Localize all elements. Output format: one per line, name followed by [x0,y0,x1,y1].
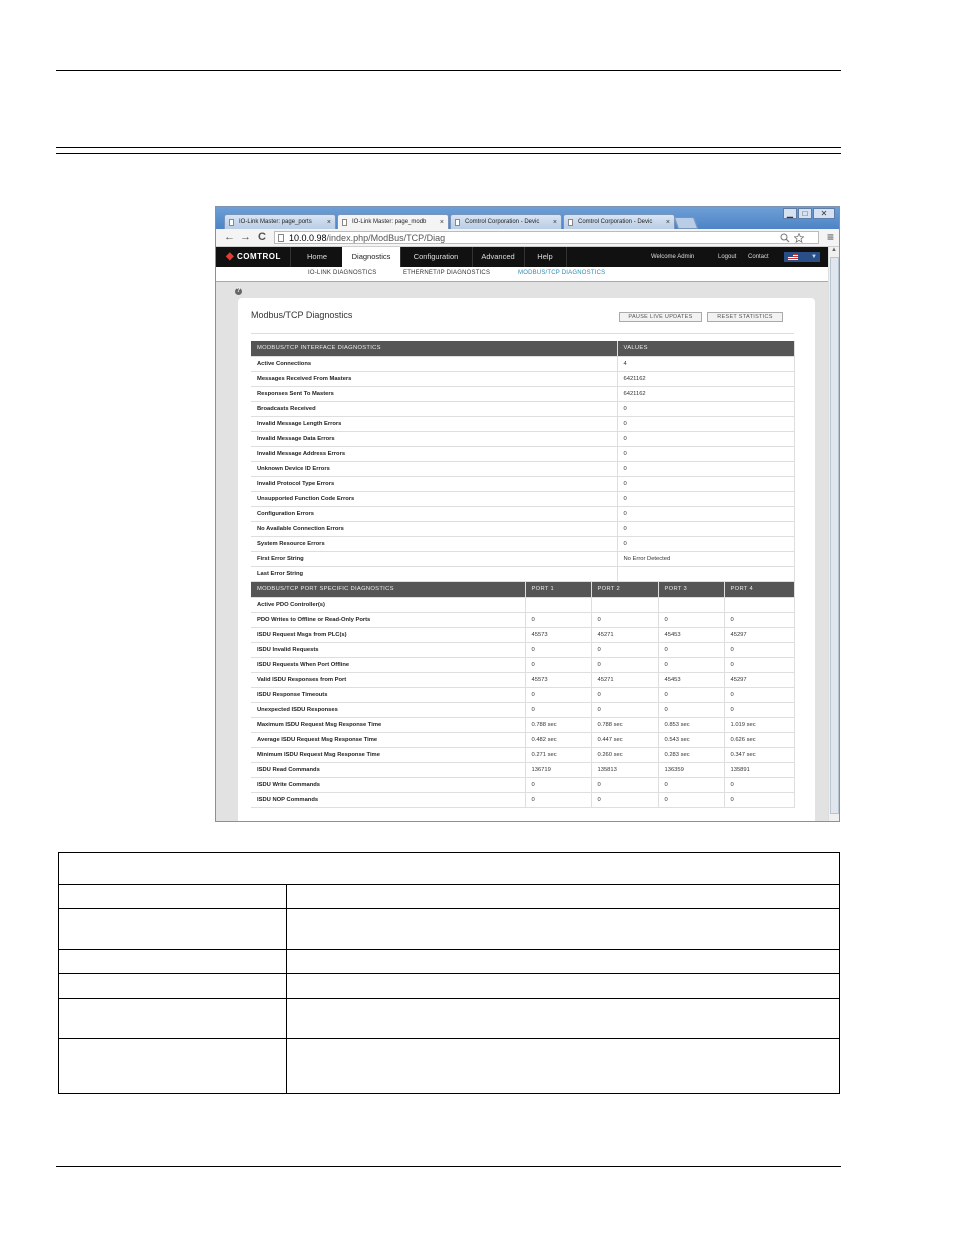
star-icon[interactable] [794,233,804,243]
browser-tab-active[interactable]: IO-Link Master: page_modb × [337,214,449,229]
table-cell [59,1039,287,1094]
column-header: PORT 4 [724,582,794,597]
page-icon [455,219,460,226]
row-value [525,597,591,612]
table-row [251,551,794,566]
reload-icon[interactable]: C [258,231,266,243]
row-label: Invalid Message Length Errors [251,416,617,431]
column-header: PORT 1 [525,582,591,597]
row-value [617,566,794,581]
pause-live-updates-button[interactable]: PAUSE LIVE UPDATES [619,312,702,322]
menu-icon[interactable]: ≡ [826,230,834,244]
row-value: 45573 [525,672,591,687]
row-value: 135813 [591,762,658,777]
help-icon[interactable]: ? [236,288,241,294]
row-value [724,597,794,612]
row-value: 0 [617,416,794,431]
browser-window [215,206,840,822]
column-header: MODBUS/TCP PORT SPECIFIC DIAGNOSTICS [251,582,525,597]
row-value [658,597,724,612]
row-value: 0 [658,642,724,657]
row-label: Unsupported Function Code Errors [251,491,617,506]
table-row [251,401,794,416]
page-icon [278,234,284,242]
row-value: 0 [525,702,591,717]
table-row [251,597,794,612]
content-area [216,282,828,821]
scrollbar-thumb[interactable] [830,257,839,814]
bottom-rule [56,1166,841,1167]
table-row [59,885,840,909]
row-value: 0 [724,777,794,792]
row-label: Last Error String [251,566,617,581]
table-row [251,777,794,792]
row-value: 6421162 [617,371,794,386]
row-label: ISDU Request Msgs from PLC(s) [251,627,525,642]
row-value: 1.019 sec [724,717,794,732]
row-value: No Error Detected [617,551,794,566]
row-label: No Available Connection Errors [251,521,617,536]
scroll-up-icon[interactable]: ▲ [831,247,837,253]
row-value: 45453 [658,627,724,642]
row-label: Invalid Message Address Errors [251,446,617,461]
page-icon [229,219,234,226]
row-value: 45271 [591,672,658,687]
row-value: 45297 [724,627,794,642]
row-value: 6421162 [617,386,794,401]
nav-configuration[interactable]: Configuration [400,247,473,267]
us-flag-icon [788,254,798,260]
nav-help[interactable]: Help [524,247,567,267]
row-label: Maximum ISDU Request Msg Response Time [251,717,525,732]
table-row [251,627,794,642]
table-row [251,491,794,506]
row-label: Minimum ISDU Request Msg Response Time [251,747,525,762]
row-value: 45453 [658,672,724,687]
row-value: 0 [658,777,724,792]
row-value: 136719 [525,762,591,777]
row-value: 0 [658,657,724,672]
table-row [251,506,794,521]
table-row [251,356,794,371]
row-value: 0 [591,792,658,807]
row-value: 0 [591,702,658,717]
vertical-scrollbar[interactable] [828,247,840,821]
row-label: Active Connections [251,356,617,371]
close-tab-icon[interactable]: × [439,219,444,226]
row-label: Valid ISDU Responses from Port [251,672,525,687]
subnav-modbus-tcp-diagnostics[interactable]: MODBUS/TCP DIAGNOSTICS [518,270,606,276]
contact-link[interactable]: Contact [748,254,769,260]
row-label: PDO Writes to Offline or Read-Only Ports [251,612,525,627]
row-value: 0 [724,687,794,702]
row-value: 0 [724,612,794,627]
row-value: 0 [658,612,724,627]
row-value: 4 [617,356,794,371]
sub-nav [216,267,828,282]
row-value: 0 [617,476,794,491]
table-cell [59,974,287,999]
logo-mark-icon: ◆ [226,251,235,262]
table-row [251,566,794,581]
row-value: 0.853 sec [658,717,724,732]
row-value: 0 [617,536,794,551]
row-value: 0 [658,792,724,807]
column-header: PORT 2 [591,582,658,597]
table-row [251,476,794,491]
row-value: 0.283 sec [658,747,724,762]
section-rule [56,147,841,148]
table-row [251,612,794,627]
row-label: First Error String [251,551,617,566]
row-value: 0.447 sec [591,732,658,747]
language-select[interactable] [784,252,820,262]
subnav-io-link-diagnostics[interactable]: IO-LINK DIAGNOSTICS [308,270,377,276]
row-value: 0 [617,491,794,506]
table-row [251,446,794,461]
column-header: MODBUS/TCP INTERFACE DIAGNOSTICS [251,341,617,356]
row-label: Configuration Errors [251,506,617,521]
table-row [251,521,794,536]
top-rule [56,70,841,71]
column-header: VALUES [617,341,794,356]
diagnostics-panel [238,298,815,822]
row-value: 0 [724,702,794,717]
table-row [59,909,840,950]
row-value: 0.482 sec [525,732,591,747]
row-value: 0 [591,687,658,702]
row-label: Invalid Protocol Type Errors [251,476,617,491]
row-value: 0 [617,446,794,461]
title-bar [216,207,839,229]
chevron-down-icon: ▼ [811,254,817,260]
browser-tab[interactable]: Comtrol Corporation - Devic × [563,214,675,229]
row-label: ISDU Read Commands [251,762,525,777]
welcome-text: Welcome Admin [651,254,695,260]
subnav-ethernet-ip-diagnostics[interactable]: ETHERNET/IP DIAGNOSTICS [403,270,491,276]
reset-statistics-button[interactable]: RESET STATISTICS [707,312,783,322]
table-cell [59,950,287,974]
row-value: 45297 [724,672,794,687]
row-label: Messages Received From Masters [251,371,617,386]
logo: ◆ COMTROL [226,251,281,262]
table-row [251,461,794,476]
table-row [251,717,794,732]
section-rule-thin [56,153,841,154]
page-icon [568,219,573,226]
row-value: 45573 [525,627,591,642]
browser-tab[interactable]: Comtrol Corporation - Devic × [450,214,562,229]
row-label: System Resource Errors [251,536,617,551]
row-value [591,597,658,612]
table-row [251,672,794,687]
row-value: 0 [724,657,794,672]
maximize-button[interactable]: □ [798,208,812,219]
port-diagnostics-table [251,582,795,808]
close-window-button[interactable]: ✕ [813,208,835,219]
table-cell [287,950,840,974]
divider [251,333,794,334]
row-value: 0 [617,401,794,416]
row-value: 0 [591,612,658,627]
table-row [251,536,794,551]
document-table [58,852,840,1094]
row-value: 45271 [591,627,658,642]
row-label: Invalid Message Data Errors [251,431,617,446]
nav-advanced[interactable]: Advanced [472,247,525,267]
row-label: Unknown Device ID Errors [251,461,617,476]
row-value: 0 [591,642,658,657]
table-row [251,702,794,717]
row-value: 0 [724,642,794,657]
back-icon[interactable]: ← [224,231,235,243]
table-row [251,792,794,807]
table-cell [59,885,287,909]
row-label: Active PDO Controller(s) [251,597,525,612]
row-value: 0 [525,657,591,672]
table-row [251,687,794,702]
row-value: 0 [525,792,591,807]
table-cell [59,853,840,885]
table-row [59,974,840,999]
table-cell [287,1039,840,1094]
row-value: 0 [525,642,591,657]
column-header: PORT 3 [658,582,724,597]
row-label: ISDU Response Timeouts [251,687,525,702]
row-value: 0 [525,777,591,792]
table-row [251,747,794,762]
row-label: Average ISDU Request Msg Response Time [251,732,525,747]
table-row [59,1039,840,1094]
row-label: Unexpected ISDU Responses [251,702,525,717]
row-value: 0 [591,657,658,672]
row-label: ISDU Invalid Requests [251,642,525,657]
row-value: 0 [617,506,794,521]
logout-link[interactable]: Logout [718,254,737,260]
table-row [251,642,794,657]
nav-diagnostics[interactable]: Diagnostics [342,247,401,267]
row-value: 0 [525,612,591,627]
new-tab-button[interactable] [674,217,698,229]
browser-toolbar [216,229,839,247]
table-row [251,657,794,672]
row-label: Responses Sent To Masters [251,386,617,401]
browser-tab[interactable]: IO-Link Master: page_ports × [224,214,336,229]
table-row [59,999,840,1039]
close-tab-icon[interactable]: × [665,219,670,226]
forward-icon[interactable]: → [240,231,251,243]
table-row [251,386,794,401]
row-value: 0 [658,687,724,702]
table-cell [287,999,840,1039]
row-value: 0.271 sec [525,747,591,762]
table-cell [287,885,840,909]
row-value: 0 [591,777,658,792]
page-title: Modbus/TCP Diagnostics [251,310,353,320]
table-header-row [251,582,794,597]
row-value: 0 [617,431,794,446]
table-header-row [251,341,794,356]
table-cell [59,999,287,1039]
row-value: 0 [658,702,724,717]
row-value: 135891 [724,762,794,777]
close-tab-icon[interactable]: × [326,219,331,226]
table-row [251,762,794,777]
row-value: 0.626 sec [724,732,794,747]
table-row [59,853,840,885]
table-cell [287,909,840,950]
close-tab-icon[interactable]: × [552,219,557,226]
row-value: 0 [617,521,794,536]
address-bar[interactable] [274,231,819,244]
table-cell [59,909,287,950]
row-label: ISDU NOP Commands [251,792,525,807]
url-host: 10.0.0.98 [289,233,327,243]
app-nav-bar [216,247,828,267]
row-label: ISDU Write Commands [251,777,525,792]
row-value: 0 [525,687,591,702]
url-path: /index.php/ModBus/TCP/Diag [326,233,446,243]
table-row [251,416,794,431]
row-label: Broadcasts Received [251,401,617,416]
row-value: 0.260 sec [591,747,658,762]
table-row [251,371,794,386]
row-value: 136359 [658,762,724,777]
row-value: 0.788 sec [591,717,658,732]
row-value: 0 [724,792,794,807]
row-value: 0.788 sec [525,717,591,732]
search-icon[interactable] [780,233,790,243]
page-icon [342,219,347,226]
row-value: 0 [617,461,794,476]
row-value: 0.347 sec [724,747,794,762]
interface-diagnostics-table [251,341,795,582]
minimize-button[interactable]: ▁ [783,208,797,219]
table-row [251,732,794,747]
table-cell [287,974,840,999]
table-row [59,950,840,974]
table-row [251,431,794,446]
row-value: 0.543 sec [658,732,724,747]
nav-home[interactable]: Home [290,247,344,267]
row-label: ISDU Requests When Port Offline [251,657,525,672]
